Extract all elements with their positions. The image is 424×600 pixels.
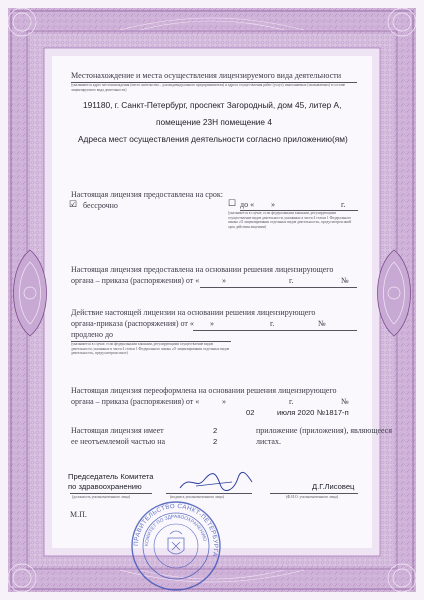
signatory-name: Д.Г.Лисовец <box>312 482 355 491</box>
name-caption: (Ф.И.О. уполномоченного лица) <box>286 495 339 499</box>
reissue-year: г. <box>289 397 294 406</box>
extension-line-2-prefix: органа-приказа (распоряжения) от « <box>71 319 194 328</box>
extension-quote: » <box>210 319 214 328</box>
coat-of-arms-icon <box>168 531 184 554</box>
basis-quote: » <box>222 276 226 285</box>
extension-line-3: продлено до <box>71 330 114 339</box>
extension-number-sign: № <box>318 319 326 328</box>
extension-year: г. <box>270 319 275 328</box>
seal-text-inner: КОМИТЕТ ПО ЗДРАВООХРАНЕНИЮ <box>144 514 207 547</box>
extension-line-1: Действие настоящей лицензии на основании решения лицензирующего <box>71 308 316 317</box>
official-seal <box>130 500 222 592</box>
appendix-count: 2 <box>213 426 218 435</box>
section-subtitle: (указываются адрес местонахождения (место жительства – для индивидуального предпринимателя) и адреса осуществления работ (услуг), выполняемых (оказываемых) в составе лицензируемого вида деятельности) <box>71 83 346 92</box>
reissue-day: 02 <box>246 408 255 417</box>
reissue-order-number: №1817-п <box>317 408 349 417</box>
appendix-sheets: 2 <box>213 437 218 446</box>
unlimited-checkbox: ☑ <box>69 199 78 209</box>
address-line-3: Адреса мест осуществления деятельности согласно приложению(ям) <box>78 134 348 144</box>
basis-rule <box>200 287 357 288</box>
basis-number-sign: № <box>341 276 349 285</box>
address-line-2: помещение 23Н помещение 4 <box>156 117 272 127</box>
position-caption: (должность уполномоченного лица) <box>72 495 131 499</box>
until-quote: » <box>271 200 275 209</box>
basis-line-1: Настоящая лицензия предоставлена на основании решения лицензирующего <box>71 265 334 274</box>
svg-text:КОМИТЕТ ПО ЗДРАВООХРАНЕНИЮ <box>144 514 208 546</box>
signatory-position-1: Председатель Комитета <box>68 472 154 481</box>
appendix-line-1-suffix: приложение (приложения), являющееся <box>256 426 393 435</box>
name-rule <box>270 493 358 494</box>
reissue-number-sign: № <box>341 397 349 406</box>
svg-text:ПРАВИТЕЛЬСТВО САНКТ-ПЕТЕРБУРГА <box>133 503 219 558</box>
handwritten-signature <box>176 470 256 494</box>
until-note: (указывается в случае, если федеральными законами, регулирующими осуществление видов деятельности, указанных в части 4 статьи 1 Федерального закона «О лицензировании отдельных видов деятельности», предусмотрен иной срок действия лицензии) <box>228 211 352 229</box>
appendix-line-2-suffix: листах. <box>256 437 281 446</box>
signature-caption: (подпись уполномоченного лица) <box>170 495 224 499</box>
basis-line-2-prefix: органа – приказа (распоряжения) от « <box>71 276 200 285</box>
until-year: г. <box>341 200 346 209</box>
appendix-line-2-prefix: ее неотъемлемой частью на <box>71 437 166 446</box>
seal-text-outer: ПРАВИТЕЛЬСТВО САНКТ-ПЕТЕРБУРГА <box>132 502 220 558</box>
unlimited-label: бессрочно <box>83 201 118 210</box>
until-prefix: до « <box>240 200 255 209</box>
reissue-line-2-prefix: органа – приказа (распоряжения) от « <box>71 397 200 406</box>
extension-rule <box>193 330 357 331</box>
section-title: Местонахождение и места осуществления лицензируемого вида деятельности <box>71 71 342 80</box>
term-label: Настоящая лицензия предоставлена на срок: <box>71 190 223 199</box>
reissue-quote: » <box>222 397 226 406</box>
appendix-line-1-prefix: Настоящая лицензия имеет <box>71 426 164 435</box>
address-line-1: 191180, г. Санкт-Петербург, проспект Загородный, дом 45, литер А, <box>83 100 342 110</box>
reissue-month-year: июля 2020 <box>277 408 315 417</box>
seal-place-mark: М.П. <box>70 510 87 519</box>
extension-note: (указывается в случае, если федеральными законами, регулирующими осуществление видов деятельности, указанных в части 4 статьи 1 Федерального закона «О лицензировании отдельных видов деятельности», предусмотрено иное) <box>71 342 230 356</box>
position-rule <box>70 493 152 494</box>
signatory-position-2: по здравоохранению <box>68 482 142 491</box>
basis-year: г. <box>289 276 294 285</box>
until-checkbox: ☐ <box>228 198 237 208</box>
reissue-line-1: Настоящая лицензия переоформлена на основании решения лицензирующего <box>71 386 337 395</box>
